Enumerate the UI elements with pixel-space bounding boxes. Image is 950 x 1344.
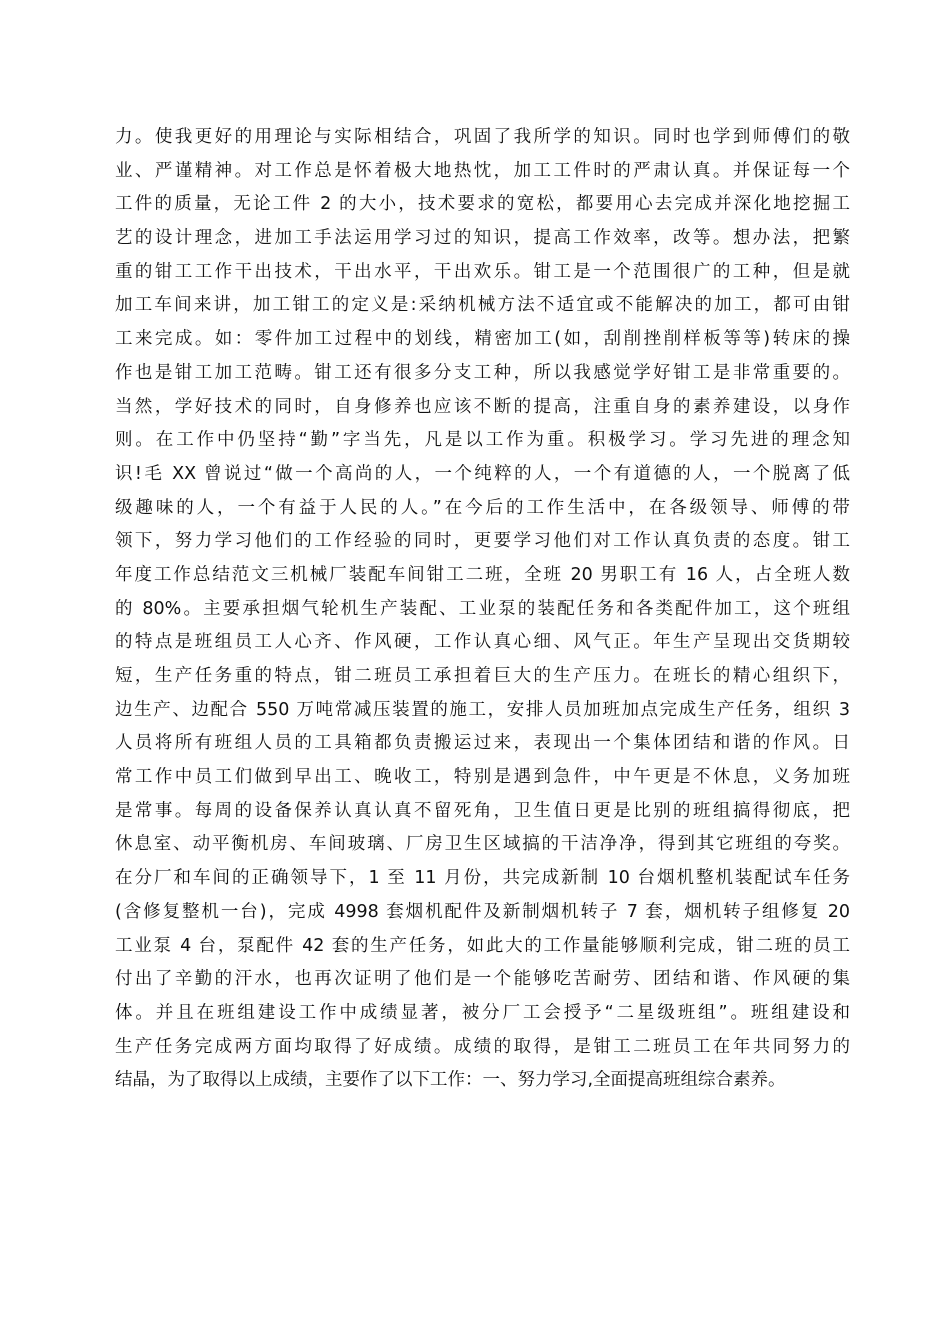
text-line: 力。使我更好的用理论与实际相结合，巩固了我所学的知识。同时也学到师傅们的敬 xyxy=(115,127,850,147)
text-line: 业、严谨精神。对工作总是怀着极大地热忱，加工工件时的严肃认真。并保证每一个 xyxy=(115,160,850,181)
text-line: (含修复整机一台)，完成 4998 套烟机配件及新制烟机转子 7 套，烟机转子组修复 20 xyxy=(115,901,850,922)
text-line: 常工作中员工们做到早出工、晚收工，特别是遇到急件，中午更是不休息，义务加班 xyxy=(115,767,850,788)
text-line: 加工车间来讲，加工钳工的定义是:采纳机械方法不适宜或不能解决的加工，都可由钳 xyxy=(115,295,850,316)
text-line: 人员将所有班组人员的工具箱都负责搬运过来，表现出一个集体团结和谐的作风。日 xyxy=(115,733,850,754)
text-line: 在分厂和车间的正确领导下，1 至 11 月份，共完成新制 10 台烟机整机装配试车任务 xyxy=(115,868,850,889)
text-line: 休息室、动平衡机房、车间玻璃、厂房卫生区域搞的干洁净净，得到其它班组的夸奖。 xyxy=(115,834,850,855)
text-line: 边生产、边配合 550 万吨常减压装置的施工，安排人员加班加点完成生产任务，组织 3 xyxy=(115,699,850,720)
text-line: 短，生产任务重的特点，钳二班员工承担着巨大的生产压力。在班长的精心组织下， xyxy=(115,666,850,686)
text-line: 是常事。每周的设备保养认真认真不留死角，卫生值日更是比别的班组搞得彻底，把 xyxy=(115,800,850,821)
text-line: 工业泵 4 台，泵配件 42 套的生产任务，如此大的工作量能够顺利完成，钳二班的员工 xyxy=(115,935,850,956)
text-line: 工件的质量，无论工件 2 的大小，技术要求的宽松，都要用心去完成并深化地挖掘工 xyxy=(115,194,850,215)
text-line: 则。在工作中仍坚持“勤”字当先，凡是以工作为重。积极学习。学习先进的理念知 xyxy=(115,430,850,451)
text-line: 作也是钳工加工范畴。钳工还有很多分支工种，所以我感觉学好钳工是非常重要的。 xyxy=(115,362,850,383)
text-line: 当然，学好技术的同时，自身修养也应该不断的提高，注重自身的素养建设，以身作 xyxy=(115,396,850,417)
text-line: 重的钳工工作干出技术，干出水平，干出欢乐。钳工是一个范围很广的工种，但是就 xyxy=(115,261,850,282)
text-line: 体。并且在班组建设工作中成绩显著，被分厂工会授予“二星级班组”。班组建设和 xyxy=(115,1002,850,1023)
text-line: 领下，努力学习他们的工作经验的同时，更要学习他们对工作认真负责的态度。钳工 xyxy=(115,531,850,552)
text-line: 工来完成。如：零件加工过程中的划线，精密加工(如，刮削挫削样板等等)转床的操 xyxy=(115,329,850,350)
text-line: 生产任务完成两方面均取得了好成绩。成绩的取得，是钳工二班员工在年共同努力的 xyxy=(115,1036,850,1057)
text-line: 付出了辛勤的汗水，也再次证明了他们是一个能够吃苦耐劳、团结和谐、作风硬的集 xyxy=(115,969,850,990)
text-line: 的特点是班组员工人心齐、作风硬，工作认真心细、风气正。年生产呈现出交货期较 xyxy=(115,632,850,653)
text-line: 艺的设计理念，进加工手法运用学习过的知识，提高工作效率，改等。想办法，把繁 xyxy=(115,228,850,249)
body-text xyxy=(115,121,850,1098)
text-line: 识!毛 XX 曾说过“做一个高尚的人，一个纯粹的人，一个有道德的人，一个脱离了低 xyxy=(115,463,850,484)
text-line: 结晶，为了取得以上成绩，主要作了以下工作：一、努力学习,全面提高班组综合素养。 xyxy=(115,1070,786,1091)
text-line: 的 80%。主要承担烟气轮机生产装配、工业泵的装配任务和各类配件加工，这个班组 xyxy=(115,598,850,619)
text-line: 级趣味的人，一个有益于人民的人。”在今后的工作生活中，在各级领导、师傅的带 xyxy=(115,497,850,518)
text-line: 年度工作总结范文三机械厂装配车间钳工二班，全班 20 男职工有 16 人，占全班人数 xyxy=(115,564,850,585)
